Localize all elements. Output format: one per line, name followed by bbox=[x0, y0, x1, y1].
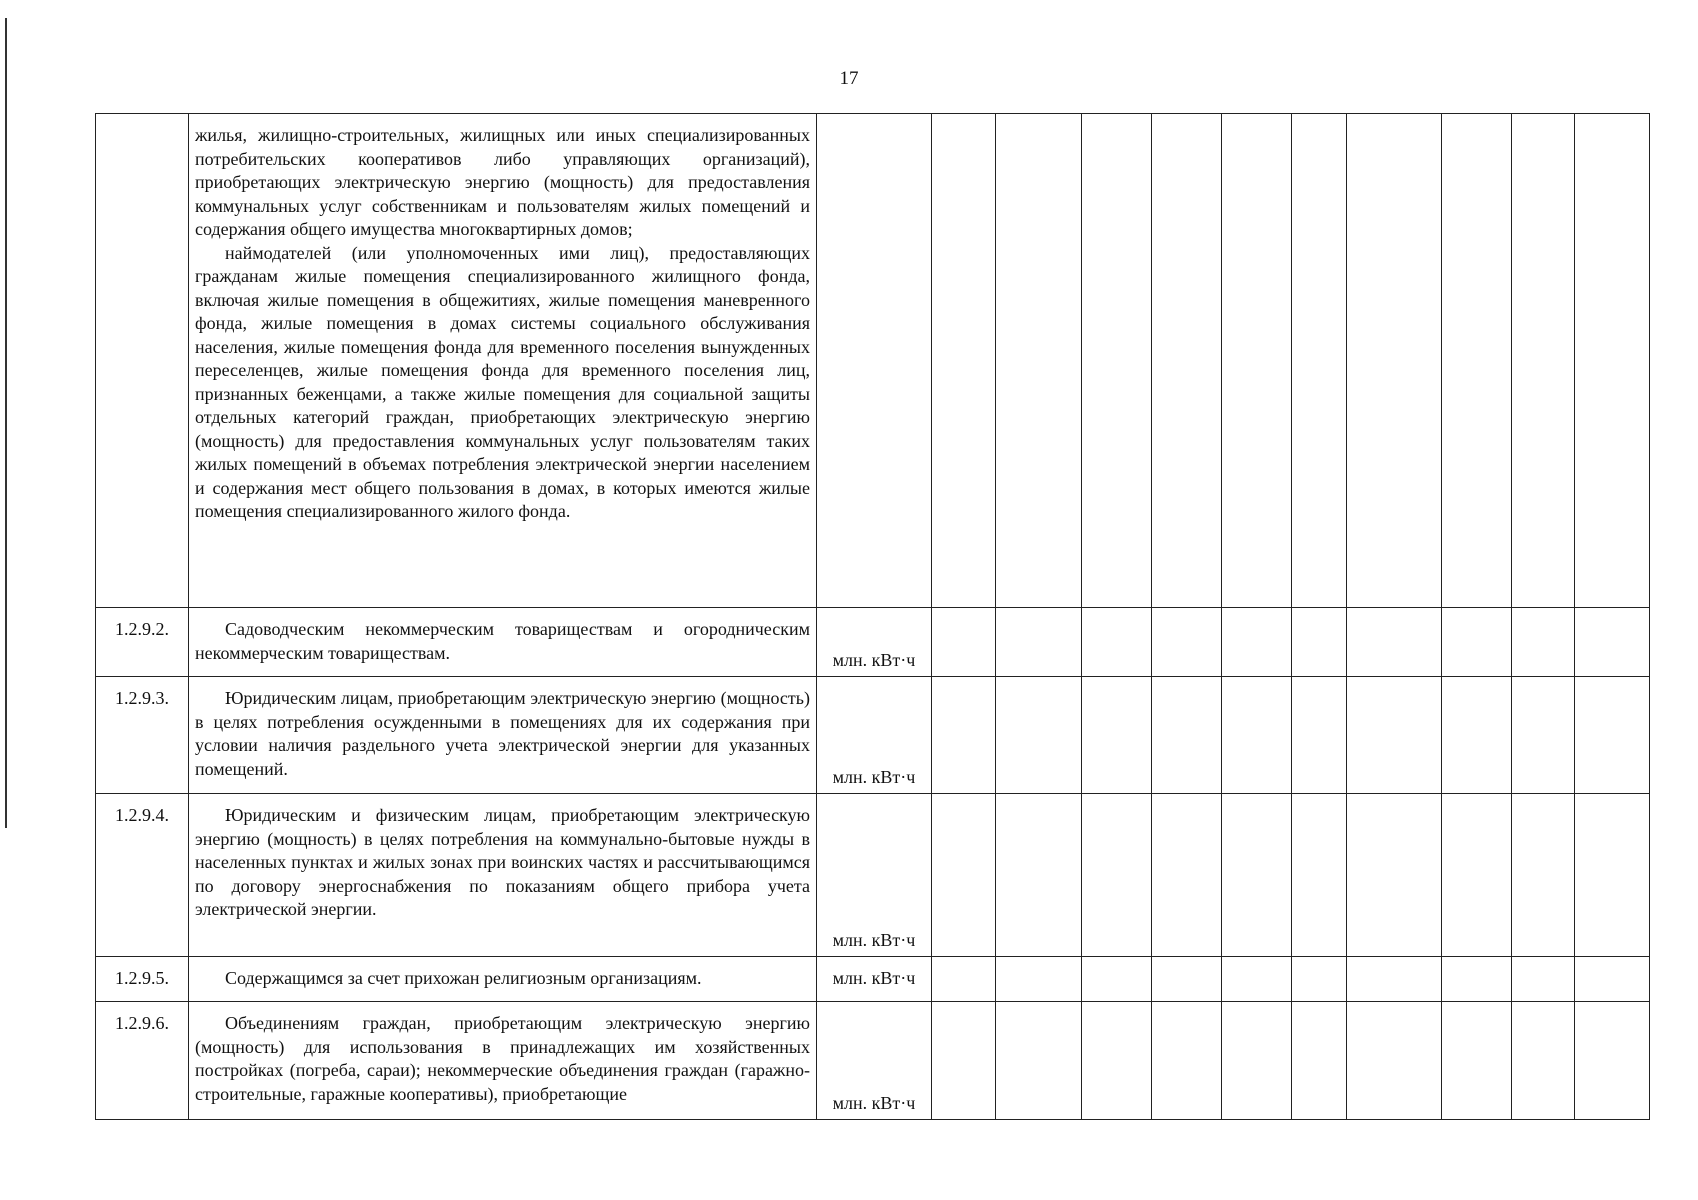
value-cell bbox=[1152, 114, 1222, 608]
value-cell bbox=[932, 1002, 996, 1120]
value-cell bbox=[1347, 1002, 1442, 1120]
value-cell bbox=[1292, 957, 1347, 1002]
value-cell bbox=[1442, 677, 1512, 794]
value-cell bbox=[1575, 677, 1650, 794]
value-cell bbox=[1442, 114, 1512, 608]
value-cell bbox=[996, 957, 1082, 1002]
value-cell bbox=[1347, 608, 1442, 677]
value-cell bbox=[1152, 1002, 1222, 1120]
value-cell bbox=[1222, 608, 1292, 677]
value-cell bbox=[1512, 114, 1575, 608]
value-cell bbox=[1222, 794, 1292, 957]
left-margin-line bbox=[5, 18, 7, 828]
value-cell bbox=[1442, 608, 1512, 677]
value-cell bbox=[1082, 794, 1152, 957]
unit-cell: млн. кВт·ч bbox=[817, 794, 932, 957]
value-cell bbox=[932, 608, 996, 677]
value-cell bbox=[1347, 957, 1442, 1002]
value-cell bbox=[1222, 114, 1292, 608]
value-cell bbox=[1575, 1002, 1650, 1120]
value-cell bbox=[932, 677, 996, 794]
row-text: Юридическим лицам, приобретающим электрическую энергию (мощность) в целях потребления осужденными в помещениях для их содержания при условии наличия раздельного учета электрической энергии для указанных помещений. bbox=[195, 688, 810, 779]
value-cell bbox=[1512, 794, 1575, 957]
page-number: 17 bbox=[839, 68, 859, 89]
value-cell bbox=[1512, 677, 1575, 794]
data-table bbox=[95, 113, 1650, 1120]
value-cell bbox=[1347, 677, 1442, 794]
value-cell bbox=[1082, 114, 1152, 608]
value-cell bbox=[1082, 1002, 1152, 1120]
value-cell bbox=[1512, 1002, 1575, 1120]
row-number-cell: 1.2.9.3. bbox=[96, 677, 189, 794]
table-row bbox=[96, 677, 1650, 794]
value-cell bbox=[1575, 114, 1650, 608]
value-cell bbox=[1442, 1002, 1512, 1120]
row-text-cell bbox=[189, 677, 817, 794]
value-cell bbox=[1082, 677, 1152, 794]
value-cell bbox=[1512, 608, 1575, 677]
row-text-cell bbox=[189, 1002, 817, 1120]
row-text: Садоводческим некоммерческим товариществам и огородническим некоммерческим товариществам. bbox=[195, 619, 810, 663]
paragraph: наймодателей (или уполномоченных ими лиц), предоставляющих гражданам жилые помещения специализированного жилищного фонда, включая жилые помещения в общежитиях, жилые помещения маневренного фонда, жилые помещения в домах системы социального обслуживания населения, жилые помещения фонда для временного поселения вынужденных переселенцев, жилые помещения фонда для временного поселения лиц, признанных беженцами, а также жилые помещения для социальной защиты отдельных категорий граждан, приобретающих электрическую энергию (мощность) для предоставления коммунальных услуг пользователям таких жилых помещений в объемах потребления электрической энергии населением и содержания мест общего пользования в домах, в которых имеются жилые помещения специализированного жилого фонда. bbox=[195, 242, 810, 521]
value-cell bbox=[1222, 1002, 1292, 1120]
row-text: Юридическим и физическим лицам, приобретающим электрическую энергию (мощность) в целях потребления на коммунально-бытовые нужды в населенных пунктах и жилых зонах при воинских частях и рассчитывающимся по договору энергоснабжения по показаниям общего прибора учета электрической энергии. bbox=[195, 805, 810, 919]
value-cell bbox=[1442, 957, 1512, 1002]
table-row bbox=[96, 114, 1650, 608]
value-cell bbox=[1575, 608, 1650, 677]
value-cell bbox=[1082, 957, 1152, 1002]
value-cell bbox=[996, 1002, 1082, 1120]
value-cell bbox=[1292, 1002, 1347, 1120]
value-cell bbox=[1292, 794, 1347, 957]
value-cell bbox=[1152, 794, 1222, 957]
value-cell bbox=[996, 114, 1082, 608]
unit-cell: млн. кВт·ч bbox=[817, 1002, 932, 1120]
table-row bbox=[96, 1002, 1650, 1120]
value-cell bbox=[932, 957, 996, 1002]
unit-cell bbox=[817, 114, 932, 608]
value-cell bbox=[1152, 957, 1222, 1002]
value-cell bbox=[932, 794, 996, 957]
value-cell bbox=[1082, 608, 1152, 677]
row-text-cell bbox=[189, 957, 817, 1002]
row-number-cell: 1.2.9.5. bbox=[96, 957, 189, 1002]
value-cell bbox=[1292, 114, 1347, 608]
row-number-cell: 1.2.9.6. bbox=[96, 1002, 189, 1120]
value-cell bbox=[1222, 677, 1292, 794]
value-cell bbox=[996, 608, 1082, 677]
value-cell bbox=[1292, 608, 1347, 677]
row-number-cell: 1.2.9.4. bbox=[96, 794, 189, 957]
value-cell bbox=[1575, 957, 1650, 1002]
value-cell bbox=[1442, 794, 1512, 957]
value-cell bbox=[1512, 957, 1575, 1002]
value-cell bbox=[996, 677, 1082, 794]
value-cell bbox=[1152, 677, 1222, 794]
value-cell bbox=[1575, 794, 1650, 957]
row-text: Содержащимся за счет прихожан религиозным организациям. bbox=[225, 968, 702, 988]
table-row bbox=[96, 794, 1650, 957]
value-cell bbox=[1292, 677, 1347, 794]
unit-cell: млн. кВт·ч bbox=[817, 957, 932, 1002]
value-cell bbox=[932, 114, 996, 608]
value-cell bbox=[1222, 957, 1292, 1002]
row-text: Объединениям граждан, приобретающим электрическую энергию (мощность) для использования в принадлежащих им хозяйственных постройках (погреба, сараи); некоммерческие объединения граждан (гаражно-строительные, гаражные кооперативы), приобретающие bbox=[195, 1013, 810, 1104]
unit-cell: млн. кВт·ч bbox=[817, 608, 932, 677]
row-number-cell: 1.2.9.2. bbox=[96, 608, 189, 677]
paragraph: жилья, жилищно-строительных, жилищных или иных специализированных потребительских кооперативов либо управляющих организаций), приобретающих электрическую энергию (мощность) для предоставления коммунальных услуг собственникам и пользователям жилых помещений и содержания общего имущества многоквартирных домов; bbox=[195, 125, 810, 239]
value-cell bbox=[1152, 608, 1222, 677]
row-number-cell bbox=[96, 114, 189, 608]
value-cell bbox=[1347, 114, 1442, 608]
row-text-cell bbox=[189, 794, 817, 957]
table-row bbox=[96, 957, 1650, 1002]
value-cell bbox=[1347, 794, 1442, 957]
row-text-cell bbox=[189, 608, 817, 677]
unit-cell: млн. кВт·ч bbox=[817, 677, 932, 794]
row-text-cell bbox=[189, 114, 817, 608]
value-cell bbox=[996, 794, 1082, 957]
table-row bbox=[96, 608, 1650, 677]
